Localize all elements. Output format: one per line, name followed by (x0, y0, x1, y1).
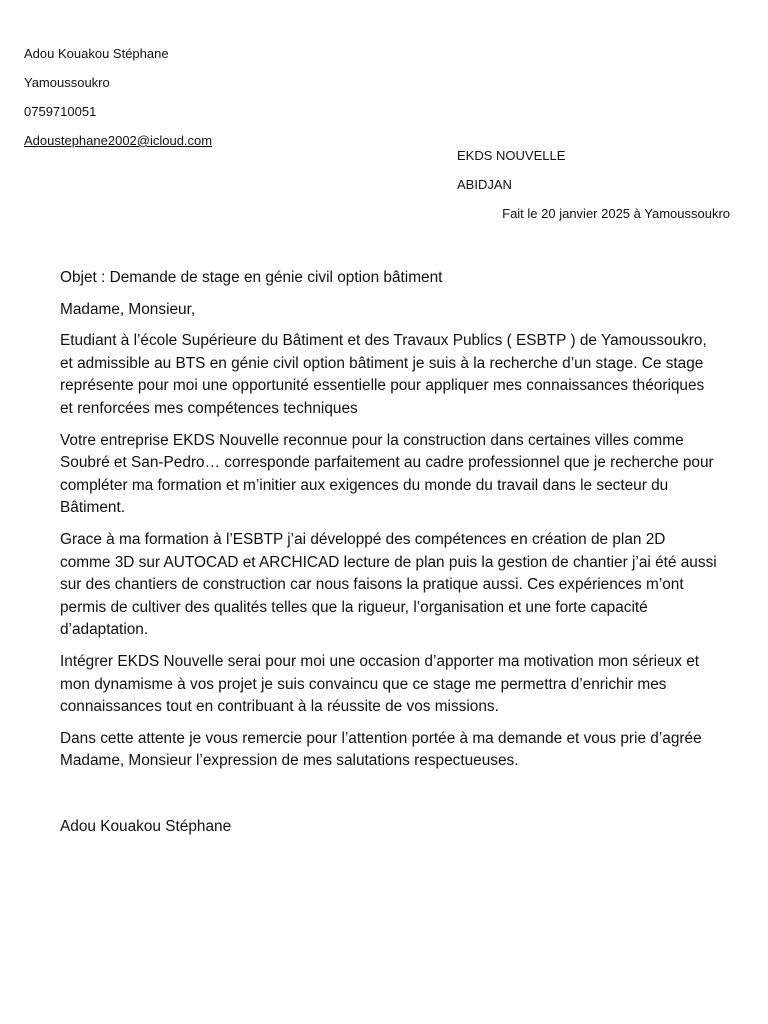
letter-paragraph: Dans cette attente je vous remercie pour l’attention portée à ma demande et vous prie d’agrée Madame, Monsieur l’expression de mes salutations respectueuses. (60, 729, 702, 770)
sender-phone: 0759710051 (24, 104, 97, 119)
sender-email-link[interactable]: Adoustephane2002@icloud.com (24, 133, 213, 148)
letter-salutation: Madame, Monsieur, (60, 300, 196, 318)
letter-signature: Adou Kouakou Stéphane (60, 818, 232, 835)
sender-city: Yamoussoukro (24, 75, 110, 90)
sender-name: Adou Kouakou Stéphane (24, 46, 169, 61)
letter-body (60, 267, 720, 782)
recipient-block (457, 148, 565, 206)
date-place-line: Fait le 20 janvier 2025 à Yamoussoukro (502, 206, 730, 221)
letter-paragraph: Etudiant à l’école Supérieure du Bâtiment et des Travaux Publics ( ESBTP ) de Yamoussoukro, et admissible au BTS en génie civil option bâtiment je suis à la recherche d’un stage. Ce stage représente pour moi une opportunité essentielle pour appliquer mes connaissances théoriques et renforcées mes compétences techniques (60, 332, 707, 417)
letter-paragraph: Grace à ma formation à l’ESBTP j’ai développé des compétences en création de plan 2D comme 3D sur AUTOCAD et ARCHICAD lecture de plan puis la gestion de chantier j’ai été aussi sur des chantiers de construction car nous faisons la pratique aussi. Ces expériences m’ont permis de cultiver des qualités telles que la rigueur, l’organisation et une forte capacité d’adaptation. (60, 530, 717, 639)
recipient-company: EKDS NOUVELLE (457, 148, 566, 163)
letter-paragraph: Votre entreprise EKDS Nouvelle reconnue pour la construction dans certaines villes comme Soubré et San-Pedro… corresponde parfaitement au cadre professionnel que je recherche pour compléter ma formation et m’initier aux exigences du monde du travail dans le secteur du Bâtiment. (60, 431, 714, 517)
letter-paragraph: Intégrer EKDS Nouvelle serai pour moi une occasion d’apporter ma motivation mon sérieux et mon dynamisme à vos projet je suis convaincu que ce stage me permettra d’enrichir mes connaissances tout en contribuant à la réussite de vos missions. (60, 652, 700, 716)
sender-block (24, 46, 212, 162)
recipient-city: ABIDJAN (457, 177, 512, 192)
letter-subject: Objet : Demande de stage en génie civil option bâtiment (60, 269, 443, 286)
